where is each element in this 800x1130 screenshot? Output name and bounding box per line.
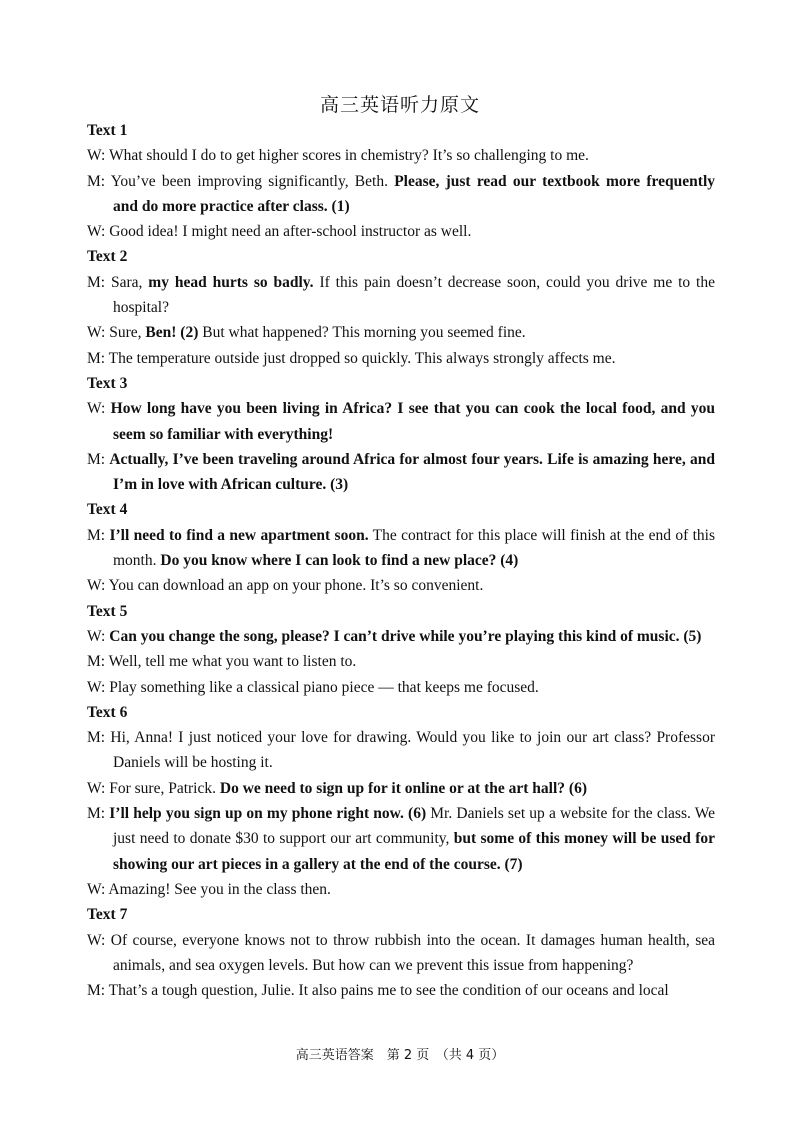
text-section	[87, 497, 715, 598]
answer-highlight: Ben! (2)	[145, 324, 199, 342]
text-section	[87, 244, 715, 370]
dialogue-text: W: Amazing! See you in the class then.	[87, 880, 331, 898]
section-heading: Text 5	[87, 602, 128, 620]
transcript-content	[87, 118, 715, 1003]
dialogue-line	[87, 270, 715, 321]
dialogue-line	[87, 624, 715, 649]
dialogue-line	[87, 219, 715, 244]
answer-highlight: I’ll need to find a new apartment soon.	[109, 526, 369, 544]
text-section	[87, 118, 715, 244]
text-section	[87, 599, 715, 700]
dialogue-line	[87, 928, 715, 979]
answer-highlight: Do we need to sign up for it online or at the art hall? (6)	[219, 779, 587, 797]
answer-highlight: Can you change the song, please? I can’t drive while you’re playing this kind of music. (5)	[109, 627, 702, 645]
dialogue-text: W: You can download an app on your phone. It’s so convenient.	[87, 577, 484, 595]
dialogue-text: M:	[87, 450, 110, 468]
answer-highlight: my head hurts so badly.	[148, 273, 314, 291]
answer-highlight: I’ll help you sign up on my phone right now. (6)	[109, 805, 427, 823]
dialogue-text: W:	[87, 627, 110, 645]
dialogue-text: But what happened? This morning you seemed fine.	[198, 324, 526, 342]
dialogue-line	[87, 346, 715, 371]
dialogue-text: W: Of course, everyone knows not to throw rubbish into the ocean. It damages human health, sea animals, and sea oxygen levels. But how can we prevent this issue from happening?	[87, 931, 715, 974]
dialogue-line	[87, 725, 715, 776]
dialogue-line	[87, 978, 715, 1003]
dialogue-line	[87, 396, 715, 447]
dialogue-text: Mr. Daniels set up a website for the class. We just need to donate $30 to support our art community,	[113, 805, 716, 848]
dialogue-line	[87, 320, 715, 345]
dialogue-line	[87, 675, 715, 700]
dialogue-text: The contract for this place will finish at the end of this month.	[113, 526, 715, 570]
dialogue-text: W: What should I do to get higher scores in chemistry? It’s so challenging to me.	[87, 147, 589, 165]
dialogue-line	[87, 143, 715, 168]
dialogue-text: M: You’ve been improving significantly, Beth.	[87, 172, 395, 190]
answer-highlight: but some of this money will be used for showing our art pieces in a gallery at the end of the course. (7)	[113, 830, 715, 873]
answer-highlight: Actually, I’ve been traveling around Africa for almost four years. Life is amazing here, and I’m in love with African culture. (3)	[109, 450, 715, 494]
dialogue-line	[87, 573, 715, 598]
section-heading: Text 1	[87, 122, 128, 139]
dialogue-line	[87, 649, 715, 674]
dialogue-text: M: The temperature outside just dropped so quickly. This always strongly affects me.	[87, 349, 616, 367]
dialogue-line	[87, 169, 715, 220]
text-section	[87, 700, 715, 902]
text-section	[87, 371, 715, 497]
dialogue-text: W: Good idea! I might need an after-school instructor as well.	[87, 223, 472, 241]
section-heading: Text 4	[87, 501, 128, 519]
dialogue-text: If this pain doesn’t decrease soon, could you drive me to the hospital?	[113, 273, 715, 317]
answer-highlight: Do you know where I can look to find a new place? (4)	[160, 552, 519, 570]
answer-highlight: Please, just read our textbook more frequently and do more practice after class. (1)	[113, 172, 715, 215]
page-footer: 高三英语答案 第 2 页 （共 4 页）	[295, 1048, 505, 1063]
section-heading: Text 3	[87, 374, 128, 392]
dialogue-text: W: For sure, Patrick.	[87, 779, 220, 797]
dialogue-text: W:	[87, 400, 111, 418]
section-heading: Text 7	[87, 906, 128, 924]
dialogue-text: M:	[87, 805, 110, 823]
dialogue-line	[87, 801, 715, 877]
dialogue-text: M:	[87, 526, 110, 544]
dialogue-text: W: Sure,	[87, 324, 146, 342]
dialogue-line	[87, 523, 715, 574]
dialogue-line	[87, 776, 715, 801]
dialogue-text: W: Play something like a classical piano piece — that keeps me focused.	[87, 678, 539, 696]
dialogue-line	[87, 877, 715, 902]
page-title: 高三英语听力原文	[319, 94, 480, 116]
answer-highlight: How long have you been living in Africa? I see that you can cook the local food, and you seem so familiar with everything!	[110, 400, 715, 443]
section-heading: Text 2	[87, 248, 128, 266]
dialogue-text: M: Sara,	[87, 273, 149, 291]
dialogue-text: M: Hi, Anna! I just noticed your love for drawing. Would you like to join our art class? Professor Daniels will be hosting it.	[87, 729, 715, 772]
text-section	[87, 902, 715, 1003]
dialogue-line	[87, 447, 715, 498]
section-heading: Text 6	[87, 703, 128, 721]
dialogue-text: M: Well, tell me what you want to listen to.	[87, 653, 357, 671]
dialogue-text: M: That’s a tough question, Julie. It also pains me to see the condition of our oceans and local	[87, 982, 669, 1000]
